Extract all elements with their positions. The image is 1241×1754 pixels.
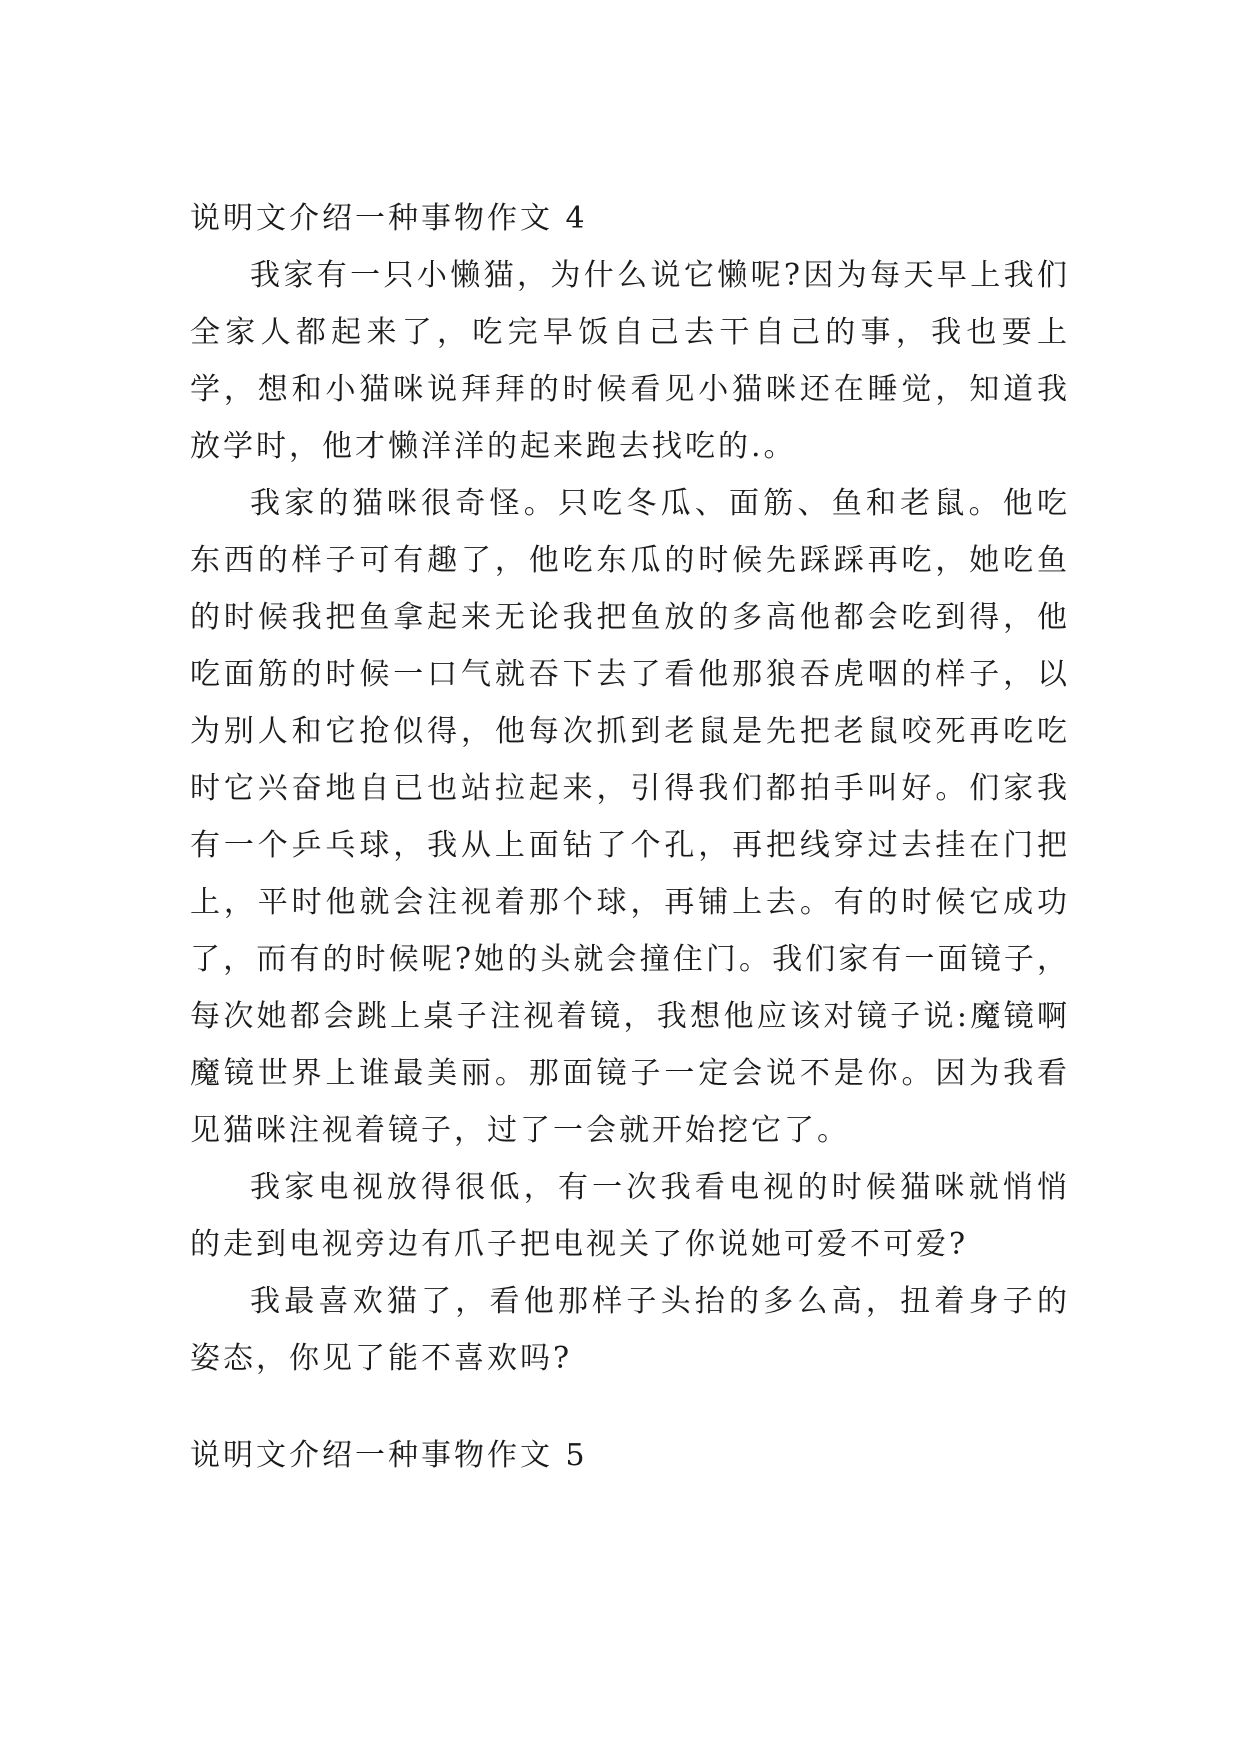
section-5-title: 说明文介绍一种事物作文 5 xyxy=(190,1438,588,1473)
paragraph-cat-habits: 我家的猫咪很奇怪。只吃冬瓜、面筋、鱼和老鼠。他吃东西的样子可有趣了，他吃东瓜的时候先踩踩再吃，她吃鱼的时候我把鱼拿起来无论我把鱼放的多高他都会吃到得，他吃面筋的时候一口气就吞下去了看他那狼吞虎咽的样子，以为别人和它抢似得，他每次抓到老鼠是先把老鼠咬死再吃吃时它兴奋地自已也站拉起来，引得我们都拍手叫好。们家我有一个乒乓球，我从上面钻了个孔，再把线穿过去挂在门把上，平时他就会注视着那个球，再铺上去。有的时候它成功了，而有的时候呢?她的头就会撞住门。我们家有一面镜子，每次她都会跳上桌子注视着镜，我想他应该对镜子说:魔镜啊魔镜世界上谁最美丽。那面镜子一定会说不是你。因为我看见猫咪注视着镜子，过了一会就开始挖它了。 xyxy=(190,486,1070,1148)
paragraph-lazy-cat: 我家有一只小懒猫，为什么说它懒呢?因为每天早上我们全家人都起来了，吃完早饭自己去干自己的事，我也要上学，想和小猫咪说拜拜的时候看见小猫咪还在睡觉，知道我放学时，他才懒洋洋的起来跑去找吃的.。 xyxy=(190,258,1070,464)
paragraph-cat-tv: 我家电视放得很低，有一次我看电视的时候猫咪就悄悄的走到电视旁边有爪子把电视关了你说她可爱不可爱? xyxy=(190,1170,1070,1262)
document-body xyxy=(190,190,1070,1484)
section-4-title: 说明文介绍一种事物作文 4 xyxy=(190,201,588,236)
paragraph-love-cat: 我最喜欢猫了，看他那样子头抬的多么高，扭着身子的姿态，你见了能不喜欢吗? xyxy=(190,1284,1070,1376)
